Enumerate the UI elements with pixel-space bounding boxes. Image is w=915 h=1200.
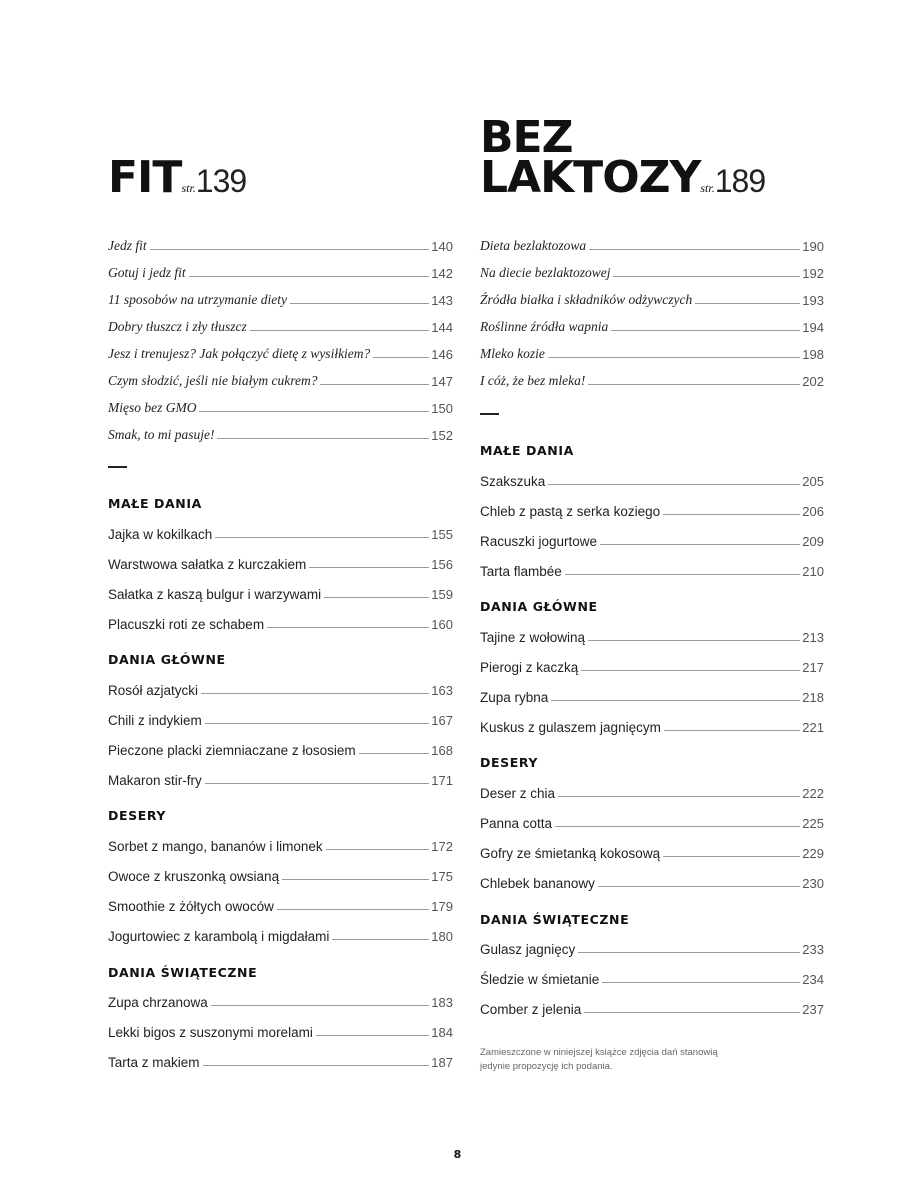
leader-line	[205, 723, 430, 724]
entry-page: 140	[431, 239, 453, 254]
entry-title: Na diecie bezlaktozowej	[480, 265, 611, 280]
leader-line	[664, 730, 800, 731]
toc-entry[interactable]	[108, 236, 453, 254]
entry-page: 190	[802, 239, 824, 254]
toc-entry[interactable]	[480, 939, 824, 957]
toc-entry[interactable]	[108, 344, 453, 362]
leader-line	[565, 574, 801, 575]
leader-line	[324, 597, 429, 598]
leader-line	[584, 1012, 800, 1013]
leader-line	[150, 249, 430, 250]
toc-entry[interactable]	[480, 873, 824, 891]
leader-line	[589, 249, 800, 250]
entry-title: Chili z indykiem	[108, 713, 202, 728]
entry-page: 160	[431, 617, 453, 632]
leader-line	[578, 952, 800, 953]
chapter-title-line1: BEZ	[480, 112, 573, 163]
entry-title: Racuszki jogurtowe	[480, 534, 598, 549]
entry-title: Deser z chia	[480, 786, 556, 801]
entry-title: Owoce z kruszonką owsianą	[108, 869, 280, 884]
entry-title: Gulasz jagnięcy	[480, 942, 576, 957]
entry-title: Smoothie z żółtych owoców	[108, 899, 274, 914]
entry-title: Tajine z wołowiną	[480, 630, 586, 645]
entry-page: 213	[802, 630, 824, 645]
entry-title: Dieta bezlaktozowa	[480, 238, 587, 253]
entry-title: Sałatka z kaszą bulgur i warzywami	[108, 587, 322, 602]
toc-entry[interactable]	[108, 425, 453, 443]
entry-title: Smak, to mi pasuje!	[108, 427, 215, 442]
toc-entry[interactable]	[480, 999, 824, 1017]
leader-line	[326, 849, 430, 850]
leader-line	[215, 537, 429, 538]
leader-line	[602, 982, 800, 983]
entry-page: 221	[802, 720, 824, 735]
entry-page: 193	[802, 293, 824, 308]
toc-entry[interactable]	[480, 843, 824, 861]
toc-entry[interactable]	[108, 263, 453, 281]
leader-line	[548, 357, 800, 358]
toc-entry[interactable]	[108, 926, 453, 944]
leader-line	[309, 567, 429, 568]
toc-entry[interactable]	[480, 657, 824, 675]
leader-line	[588, 384, 800, 385]
leader-line	[205, 783, 430, 784]
entry-title: Mleko kozie	[480, 346, 545, 361]
entry-page: 187	[431, 1055, 453, 1070]
toc-entry[interactable]	[108, 896, 453, 914]
toc-entry[interactable]	[108, 1022, 453, 1040]
leader-line	[320, 384, 429, 385]
entry-page: 168	[431, 743, 453, 758]
entry-page: 150	[431, 401, 453, 416]
entry-title: Pierogi z kaczką	[480, 660, 579, 675]
entry-page: 206	[802, 504, 824, 519]
toc-entry[interactable]	[480, 317, 824, 335]
toc-entry[interactable]	[108, 398, 453, 416]
entry-page: 237	[802, 1002, 824, 1017]
section-heading: DANIA ŚWIĄTECZNE	[480, 912, 630, 927]
entry-page: 233	[802, 942, 824, 957]
entry-page: 205	[802, 474, 824, 489]
entry-page: 183	[431, 995, 453, 1010]
leader-line	[581, 670, 800, 671]
entry-page: 180	[431, 929, 453, 944]
entry-page: 163	[431, 683, 453, 698]
entry-page: 171	[431, 773, 453, 788]
leader-line	[250, 330, 430, 331]
section-heading: MAŁE DANIA	[108, 496, 202, 511]
entry-title: Placuszki roti ze schabem	[108, 617, 265, 632]
entry-title: Dobry tłuszcz i zły tłuszcz	[108, 319, 247, 334]
leader-line	[600, 544, 800, 545]
entry-title: Źródła białka i składników odżywczych	[480, 292, 693, 307]
entry-title: I cóż, że bez mleka!	[480, 373, 586, 388]
section-heading: DANIA GŁÓWNE	[480, 599, 598, 614]
entry-title: Comber z jelenia	[480, 1002, 582, 1017]
leader-line	[548, 484, 800, 485]
leader-line	[555, 826, 800, 827]
page-number: 8	[453, 1148, 462, 1161]
toc-entry[interactable]	[480, 969, 824, 987]
entry-title: Kuskus z gulaszem jagnięcym	[480, 720, 661, 735]
leader-line	[316, 1035, 429, 1036]
entry-title: Śledzie w śmietanie	[480, 972, 600, 987]
chapter-title: FIT	[108, 152, 182, 203]
toc-entry[interactable]	[108, 614, 453, 632]
entry-page: 229	[802, 846, 824, 861]
entry-title: Zupa rybna	[480, 690, 549, 705]
entry-page: 146	[431, 347, 453, 362]
toc-entry[interactable]	[108, 1052, 453, 1070]
leader-line	[558, 796, 800, 797]
chapter-start-page: 189	[714, 163, 766, 199]
leader-line	[277, 909, 429, 910]
entry-page: 172	[431, 839, 453, 854]
entry-title: 11 sposobów na utrzymanie diety	[108, 292, 287, 307]
entry-page: 222	[802, 786, 824, 801]
entry-page: 144	[431, 320, 453, 335]
toc-entry[interactable]	[480, 627, 824, 645]
toc-entry[interactable]	[108, 584, 453, 602]
photo-disclaimer-note: Zamieszczone w niniejszej książce zdjęcia dań stanowią jedynie propozycję ich podania.	[480, 1047, 718, 1072]
entry-title: Tarta z makiem	[108, 1055, 200, 1070]
entry-title: Jajka w kokilkach	[108, 527, 213, 542]
toc-entry[interactable]	[480, 344, 824, 362]
toc-entry[interactable]	[480, 290, 824, 308]
toc-entry[interactable]	[108, 710, 453, 728]
leader-line	[663, 856, 800, 857]
entry-page: 210	[802, 564, 824, 579]
entry-title: Czym słodzić, jeśli nie białym cukrem?	[108, 373, 318, 388]
leader-line	[611, 330, 800, 331]
entry-page: 142	[431, 266, 453, 281]
leader-line	[199, 411, 429, 412]
toc-entry[interactable]	[108, 317, 453, 335]
section-heading: MAŁE DANIA	[480, 443, 574, 458]
entry-title: Lekki bigos z suszonymi morelami	[108, 1025, 313, 1040]
section-divider	[480, 413, 499, 415]
entry-page: 143	[431, 293, 453, 308]
chapter-heading-bez-laktozy	[480, 112, 766, 203]
entry-page: 175	[431, 869, 453, 884]
entry-title: Jesz i trenujesz? Jak połączyć dietę z wysiłkiem?	[108, 346, 371, 361]
entry-page: 234	[802, 972, 824, 987]
entry-page: 152	[431, 428, 453, 443]
toc-entry[interactable]	[108, 866, 453, 884]
entry-page: 159	[431, 587, 453, 602]
leader-line	[332, 939, 429, 940]
str-label: str.	[181, 181, 196, 195]
toc-entry[interactable]	[480, 236, 824, 254]
entry-title: Chlebek bananowy	[480, 876, 595, 891]
leader-line	[551, 700, 800, 701]
toc-entry[interactable]	[480, 371, 824, 389]
section-heading: DESERY	[480, 755, 539, 770]
entry-page: 209	[802, 534, 824, 549]
toc-entry[interactable]	[480, 531, 824, 549]
toc-entry[interactable]	[480, 561, 824, 579]
entry-title: Roślinne źródła wapnia	[480, 319, 609, 334]
entry-page: 194	[802, 320, 824, 335]
leader-line	[189, 276, 430, 277]
entry-title: Chleb z pastą z serka koziego	[480, 504, 661, 519]
leader-line	[267, 627, 429, 628]
toc-entry[interactable]	[480, 717, 824, 735]
entry-page: 217	[802, 660, 824, 675]
section-heading: DESERY	[108, 808, 167, 823]
chapter-heading-fit	[108, 152, 247, 203]
leader-line	[290, 303, 429, 304]
section-heading: DANIA ŚWIĄTECZNE	[108, 965, 258, 980]
leader-line	[282, 879, 429, 880]
leader-line	[217, 438, 429, 439]
entry-title: Rosół azjatycki	[108, 683, 199, 698]
toc-entry[interactable]	[480, 813, 824, 831]
entry-page: 198	[802, 347, 824, 362]
leader-line	[211, 1005, 429, 1006]
toc-entry[interactable]	[480, 263, 824, 281]
toc-entry[interactable]	[108, 554, 453, 572]
entry-title: Pieczone placki ziemniaczane z łososiem	[108, 743, 356, 758]
entry-title: Gotuj i jedz fit	[108, 265, 186, 280]
entry-page: 218	[802, 690, 824, 705]
entry-page: 192	[802, 266, 824, 281]
toc-entry[interactable]	[108, 371, 453, 389]
entry-title: Mięso bez GMO	[108, 400, 197, 415]
section-divider	[108, 466, 127, 468]
toc-entry[interactable]	[480, 783, 824, 801]
entry-title: Sorbet z mango, bananów i limonek	[108, 839, 323, 854]
entry-title: Zupa chrzanowa	[108, 995, 208, 1010]
str-label: str.	[700, 181, 715, 195]
toc-entry[interactable]	[108, 770, 453, 788]
toc-entry[interactable]	[480, 501, 824, 519]
entry-page: 155	[431, 527, 453, 542]
leader-line	[588, 640, 800, 641]
toc-entry[interactable]	[108, 992, 453, 1010]
entry-title: Gofry ze śmietanką kokosową	[480, 846, 661, 861]
toc-entry[interactable]	[108, 836, 453, 854]
leader-line	[203, 1065, 430, 1066]
toc-entry[interactable]	[108, 740, 453, 758]
entry-title: Tarta flambée	[480, 564, 562, 579]
chapter-title-line2: LAKTOZY	[480, 152, 701, 203]
leader-line	[373, 357, 429, 358]
leader-line	[359, 753, 430, 754]
leader-line	[598, 886, 800, 887]
entry-page: 225	[802, 816, 824, 831]
entry-page: 167	[431, 713, 453, 728]
toc-entry[interactable]	[480, 687, 824, 705]
entry-title: Jedz fit	[108, 238, 147, 253]
section-heading: DANIA GŁÓWNE	[108, 652, 226, 667]
toc-entry[interactable]	[108, 290, 453, 308]
toc-entry[interactable]	[108, 680, 453, 698]
leader-line	[613, 276, 800, 277]
leader-line	[695, 303, 800, 304]
entry-page: 202	[802, 374, 824, 389]
leader-line	[201, 693, 429, 694]
leader-line	[663, 514, 800, 515]
entry-title: Jogurtowiec z karambolą i migdałami	[108, 929, 330, 944]
entry-page: 184	[431, 1025, 453, 1040]
entry-title: Warstwowa sałatka z kurczakiem	[108, 557, 307, 572]
entry-page: 179	[431, 899, 453, 914]
chapter-start-page: 139	[195, 163, 247, 199]
toc-entry[interactable]	[480, 471, 824, 489]
entry-page: 156	[431, 557, 453, 572]
toc-entry[interactable]	[108, 524, 453, 542]
entry-title: Panna cotta	[480, 816, 553, 831]
entry-title: Makaron stir-fry	[108, 773, 202, 788]
entry-page: 230	[802, 876, 824, 891]
entry-title: Szakszuka	[480, 474, 546, 489]
entry-page: 147	[431, 374, 453, 389]
